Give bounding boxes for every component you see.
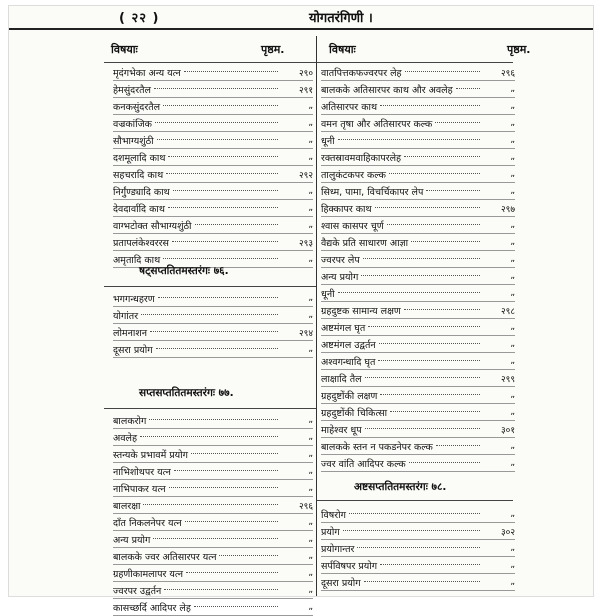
toc-entry-page: „ [510,118,515,128]
toc-entry-page: „ [510,254,515,264]
toc-entry-page: „ [510,135,515,145]
dot-leader [195,223,278,225]
toc-entry [113,565,313,582]
toc-entry-page: „ [308,432,313,442]
dot-leader [390,410,480,412]
column-divider [316,36,317,596]
toc-entry-title: योगांतर [113,310,139,322]
dot-leader [363,257,480,259]
dot-leader [378,359,480,361]
dot-leader [140,435,278,437]
dot-leader [154,87,278,89]
toc-entry-page: „ [510,186,515,196]
toc-entry-title: वातपित्तकफज्वरपर लेह [321,67,402,79]
toc-entry-page: „ [308,551,313,561]
toc-entry-title: लोमनाशन [113,327,148,339]
toc-entry-page: „ [308,186,313,196]
toc-entry-page: „ [510,237,515,247]
toc-entry [113,200,313,217]
toc-entry [113,183,313,200]
section-76-rule [104,286,316,287]
toc-entry [113,81,313,98]
toc-entry-page: २९९ [500,374,515,385]
toc-entry-page: २९१ [298,85,313,96]
toc-entry [321,336,515,353]
dot-leader [343,529,480,531]
toc-entry-title: भगगन्धहरण [113,293,155,305]
dot-leader [184,70,278,72]
toc-entry-page: „ [308,415,313,425]
toc-entry [113,166,313,183]
dot-leader [404,155,480,157]
dot-leader [364,580,480,582]
toc-entry-page: „ [510,220,515,230]
toc-entry-page: „ [308,483,313,493]
dot-leader [380,104,480,106]
dot-leader [143,503,278,505]
toc-entry-page: „ [510,322,515,332]
toc-entry [321,540,515,557]
toc-entry-title: हिक्कापर काथ [321,203,372,215]
toc-entry [321,64,515,81]
dot-leader [380,563,480,565]
toc-entry-title: अवलेह [113,432,138,444]
toc-entry [321,455,515,472]
dot-leader [156,347,278,349]
toc-entry-page: „ [308,568,313,578]
toc-entry-page: „ [308,220,313,230]
toc-entry-title: प्रयोगान्तर [321,543,355,555]
toc-entry-page: „ [308,203,313,213]
dot-leader [405,70,480,72]
toc-entry [321,370,515,387]
toc-entry [321,149,515,166]
toc-entry-title: अन्य प्रयोग [321,271,359,283]
toc-entry-page: २९२ [298,170,313,181]
toc-entry-title: वैद्यके प्रति साधारण आज्ञा [321,237,409,249]
dot-leader [172,240,278,242]
toc-entry [113,412,313,429]
toc-entry-title: दशमूलादि काथ [113,152,166,164]
toc-entry-title: मृदंगभेका अन्य यत्न [113,67,181,79]
toc-entry-title: ग्रहणीकामलापर यत्न [113,568,184,580]
toc-entry-page: „ [308,101,313,111]
toc-entry [321,251,515,268]
dot-leader [436,444,480,446]
toc-entry-page: „ [308,585,313,595]
toc-entry-page: २९४ [298,328,313,339]
toc-entry-title: निर्गुंण्ड्यादि काथ [113,186,170,198]
toc-entry-page: ३०२ [500,527,515,538]
toc-entry-page: „ [510,560,515,570]
toc-entry-title: लाक्षादि तैल [321,373,362,385]
toc-entry [321,404,515,421]
toc-entry-page: „ [308,310,313,320]
dot-leader [168,206,278,208]
toc-entry [321,268,515,285]
toc-entry-title: ज्वरपर लेप [321,254,360,266]
page-number: ( २२ ) [119,11,160,26]
toc-entry [113,514,313,531]
toc-entry-title: सिध्म, पामा, विचर्चिकापर लेप [321,186,424,198]
toc-entry-title: ज्वर वांति आदिपर कल्क [321,458,406,470]
toc-entry [321,438,515,455]
toc-entry-title: बालकके ज्वर अतिसारपर यत्न [113,551,217,563]
toc-entry-page: २९० [298,68,313,79]
toc-entry-title: बालकके स्तन न पकडनेपर कल्क [321,441,433,453]
right-entry-list-2 [321,506,515,591]
toc-entry [321,132,515,149]
toc-entry-page: ३०१ [500,425,515,436]
toc-entry [113,217,313,234]
section-77-rule [104,408,316,409]
toc-entry-page: २९६ [298,501,313,512]
toc-entry-title: ग्रहदुष्टोंकी लक्षण [321,390,378,402]
toc-entry [321,421,515,438]
dot-leader [411,240,480,242]
toc-entry-page: „ [308,534,313,544]
left-subject-heading: विषयाः [111,43,138,56]
toc-entry-title: प्रयोग [321,526,340,538]
toc-entry-page: „ [510,101,515,111]
right-entry-list-1 [321,64,515,472]
dot-leader [149,418,278,420]
toc-entry-page: „ [510,458,515,468]
toc-entry [321,217,515,234]
left-heading-rule [104,62,316,63]
toc-entry-title: कनकसुंदरतैल [113,101,161,113]
toc-entry-page: „ [510,288,515,298]
section-heading-76: षट्सप्ततितमस्तरंगः ७६. [139,265,229,277]
toc-entry-title: अष्टमंगल उद्वर्तन [321,339,376,351]
dot-leader [166,172,278,174]
toc-entry-page: „ [510,577,515,587]
toc-entry-title: स्तन्यके प्रभावमें प्रयोग [113,449,188,461]
dot-leader [157,138,278,140]
dot-leader [186,571,278,573]
toc-entry-page: „ [308,254,313,264]
dot-leader [173,189,278,191]
toc-entry-title: अतिसारपर काथ [321,101,378,113]
dot-leader [349,512,480,514]
toc-entry [113,582,313,599]
toc-entry [113,307,313,324]
toc-entry-title: बालकके अतिसारपर काथ और अवलेह [321,84,453,96]
right-heading-rule [317,62,513,63]
toc-entry [321,557,515,574]
toc-entry-page: „ [510,152,515,162]
dot-leader [426,189,480,191]
toc-entry-page: „ [308,118,313,128]
dot-leader [174,469,278,471]
toc-entry-page: २९६ [500,68,515,79]
toc-entry-page: „ [510,509,515,519]
toc-entry-title: नाभिशोथपर यत्न [113,466,171,478]
toc-entry-page: २९७ [500,204,515,215]
toc-entry [113,290,313,307]
section-78-rule [317,500,513,501]
dot-leader [456,87,480,89]
dot-leader [155,121,278,123]
toc-entry-title: अन्य प्रयोग [113,534,151,546]
toc-entry-page: „ [308,344,313,354]
toc-entry [321,98,515,115]
left-entry-list-2 [113,290,313,358]
toc-entry-page: २९८ [500,306,515,317]
toc-entry-title: ग्रहदुष्टोंकी चिकित्सा [321,407,388,419]
toc-entry-page: „ [308,152,313,162]
right-page-heading: पृष्ठम. [507,43,531,56]
toc-entry-title: नाभिपाकर यत्न [113,483,166,495]
toc-entry [321,319,515,336]
dot-leader [163,257,278,259]
toc-entry-page: „ [510,390,515,400]
toc-entry [113,548,313,565]
toc-entry-page: „ [308,449,313,459]
toc-entry [113,599,313,616]
right-subject-heading: विषयाः [329,43,356,56]
dot-leader [389,172,480,174]
toc-entry-title: देवदार्वादि काथ [113,203,165,215]
book-page [8,5,594,614]
toc-entry-page: „ [510,543,515,553]
dot-leader [191,452,278,454]
toc-entry [321,302,515,319]
dot-leader [361,274,480,276]
toc-entry-page: २९३ [298,238,313,249]
toc-entry-title: धूनी [321,135,335,147]
toc-entry [113,115,313,132]
dot-leader [338,291,480,293]
toc-entry [113,98,313,115]
toc-entry-title: तालुकंटकपर कल्क [321,169,386,181]
toc-entry-page: „ [510,407,515,417]
toc-entry-title: रक्तस्रावमवाहिकापरलेह [321,152,402,164]
toc-entry [321,523,515,540]
toc-entry [113,497,313,514]
left-entry-list-1 [113,64,313,268]
toc-entry-page: „ [308,135,313,145]
dot-leader [338,138,480,140]
toc-entry [321,285,515,302]
toc-entry-title: वाग्भटोक्त सौभाग्यशुंठी [113,220,192,232]
dot-leader [404,308,480,310]
toc-entry [321,234,515,251]
toc-entry-page: „ [510,356,515,366]
toc-entry [113,149,313,166]
dot-leader [141,313,278,315]
toc-entry [113,429,313,446]
left-page-heading: पृष्ठम. [261,43,285,56]
dot-leader [357,546,480,548]
toc-entry [113,480,313,497]
toc-entry [113,446,313,463]
toc-entry [113,234,313,251]
toc-entry-title: प्रतापलंकेश्वररस [113,237,169,249]
toc-entry-title: वज्रकांजिक [113,118,152,130]
toc-entry-page: „ [510,441,515,451]
toc-entry-title: धूनी [321,288,335,300]
dot-leader [387,223,480,225]
toc-entry [321,506,515,523]
toc-entry-page: „ [510,339,515,349]
toc-entry-page: „ [308,466,313,476]
toc-entry-title: श्वास कासपर चूर्ण [321,220,384,232]
dot-leader [163,104,278,106]
dot-leader [365,427,480,429]
dot-leader [153,537,278,539]
toc-entry [321,115,515,132]
section-heading-77: सप्तसप्ततितमस्तरंगः ७७. [139,387,234,399]
toc-entry [321,183,515,200]
dot-leader [150,330,278,332]
toc-entry [321,81,515,98]
running-title: योगतरंगिणी । [309,11,373,26]
dot-leader [219,554,278,556]
dot-leader [379,342,480,344]
dot-leader [375,206,480,208]
dot-leader [158,296,278,298]
toc-entry-title: सर्पविषपर प्रयोग [321,560,378,572]
dot-leader [164,588,278,590]
toc-entry [321,387,515,404]
toc-entry [113,531,313,548]
toc-entry-page: „ [510,169,515,179]
toc-entry-title: बालकरोग [113,415,147,427]
toc-entry [321,200,515,217]
toc-entry [321,166,515,183]
toc-entry-title: अष्टमंगल घृत [321,322,366,334]
dot-leader [185,520,278,522]
section-heading-78: अष्टसप्ततितमस्तरंगः ७८. [354,481,447,493]
page-header [9,6,593,30]
dot-leader [194,605,278,607]
left-entry-list-3 [113,412,313,616]
toc-entry-page: „ [510,271,515,281]
toc-entry [113,324,313,341]
dot-leader [365,376,480,378]
toc-entry [321,574,515,591]
toc-entry-page: „ [308,293,313,303]
toc-entry-title: बालरक्षा [113,500,141,512]
dot-leader [380,393,480,395]
toc-entry [113,341,313,358]
dot-leader [409,461,480,463]
toc-entry-title: अमृतादि काथ [113,254,161,266]
toc-entry-title: कासच्छर्दि आदिपर लेह [113,602,191,614]
toc-entry [113,132,313,149]
toc-entry-page: „ [308,517,313,527]
dot-leader [168,155,278,157]
dot-leader [169,486,278,488]
toc-entry-title: विषरोग [321,509,346,521]
toc-entry-title: अश्वगन्धादि घृत [321,356,376,368]
toc-entry [321,353,515,370]
dot-leader [368,325,480,327]
toc-entry-page: „ [510,84,515,94]
toc-entry [113,463,313,480]
dot-leader [435,121,480,123]
toc-entry-title: दाँत निकलनेपर यत्न [113,517,182,529]
toc-entry-title: ज्वरपर उद्वर्तन [113,585,162,597]
toc-entry-title: माहेश्वर धूप [321,424,362,436]
toc-entry-title: ग्रहदुष्टक सामान्य लक्षण [321,305,401,317]
toc-entry-title: सौभाग्यशुंठी [113,135,154,147]
toc-entry [113,64,313,81]
toc-entry-title: दूसरा प्रयोग [113,344,153,356]
toc-entry-page: „ [308,602,313,612]
toc-entry-title: सहचरादि काथ [113,169,164,181]
toc-entry-title: वमन तृषा और अतिसारपर कल्क [321,118,433,130]
toc-entry-title: दूसरा प्रयोग [321,577,361,589]
toc-entry-title: हेमसुंदरतैल [113,84,151,96]
